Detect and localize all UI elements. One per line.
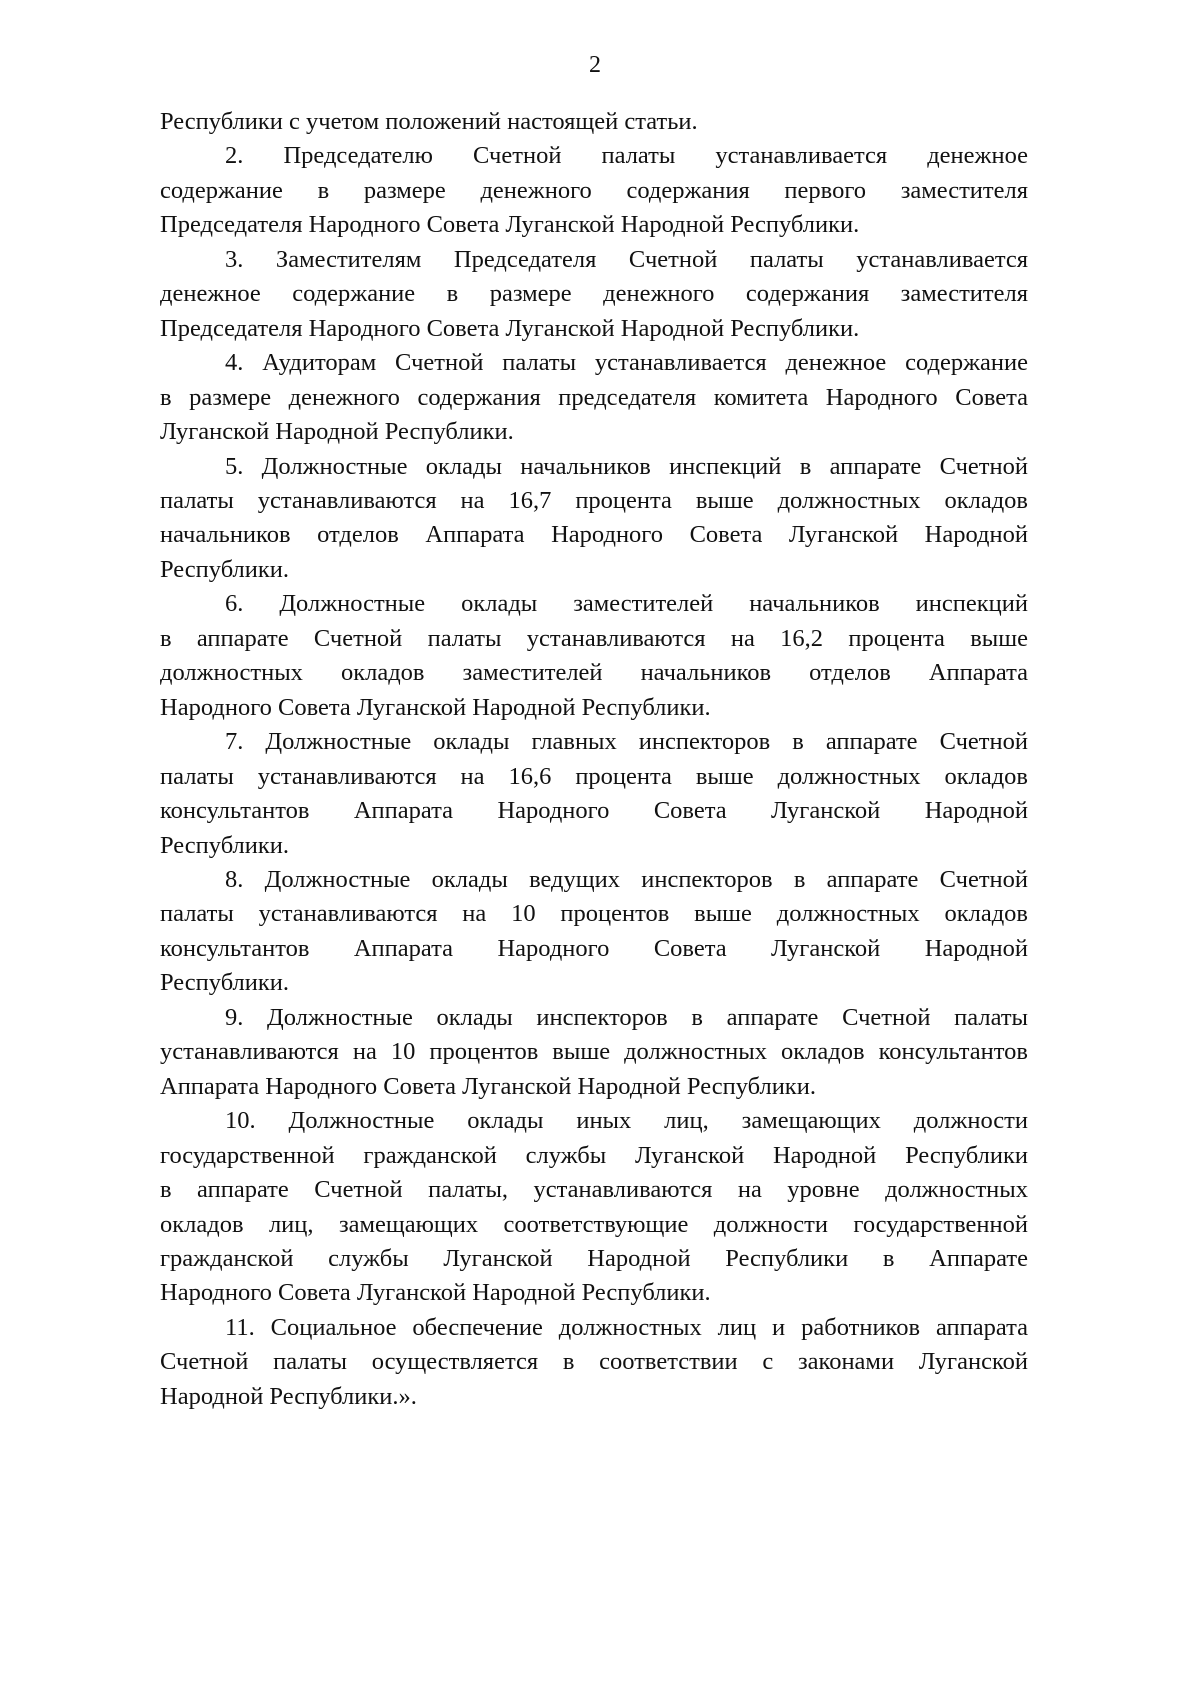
- paragraph: [160, 243, 1028, 346]
- text-line: Республики.: [160, 555, 290, 583]
- text-line: Председателя Народного Совета Луганской Народной Республики.: [160, 211, 860, 239]
- text-line: 7. Должностные оклады главных инспекторов в аппарате Счетной: [225, 728, 1028, 756]
- text-line: в аппарате Счетной палаты устанавливаются на 16,2 процента выше: [160, 624, 1028, 652]
- text-line: окладов лиц, замещающих соответствующие должности государственной: [160, 1210, 1028, 1238]
- text-line: Республики.: [160, 969, 290, 997]
- paragraph: [160, 105, 1028, 139]
- text-line: 11. Социальное обеспечение должностных лиц и работников аппарата: [225, 1313, 1028, 1341]
- text-line: палаты устанавливаются на 16,6 процента выше должностных окладов: [160, 762, 1028, 790]
- text-line: Народной Республики.».: [160, 1382, 417, 1410]
- text-line: Счетной палаты осуществляется в соответствии с законами Луганской: [160, 1348, 1028, 1376]
- text-line: начальников отделов Аппарата Народного Совета Луганской Народной: [160, 521, 1028, 549]
- text-line: денежное содержание в размере денежного содержания заместителя: [160, 280, 1028, 308]
- text-line: Народного Совета Луганской Народной Республики.: [160, 1279, 711, 1307]
- text-line: гражданской службы Луганской Народной Республики в Аппарате: [160, 1244, 1028, 1272]
- page-number: 2: [589, 52, 601, 78]
- text-line: в аппарате Счетной палаты, устанавливаются на уровне должностных: [160, 1176, 1028, 1204]
- document-body: [160, 105, 1028, 1414]
- text-line: Республики.: [160, 831, 290, 859]
- text-line: 9. Должностные оклады инспекторов в аппарате Счетной палаты: [225, 1003, 1028, 1031]
- paragraph: [160, 139, 1028, 242]
- paragraph: [160, 450, 1028, 588]
- text-line: должностных окладов заместителей начальников отделов Аппарата: [160, 659, 1028, 687]
- text-line: консультантов Аппарата Народного Совета Луганской Народной: [160, 797, 1028, 825]
- text-line: 4. Аудиторам Счетной палаты устанавливается денежное содержание: [225, 349, 1028, 377]
- text-line: 5. Должностные оклады начальников инспекций в аппарате Счетной: [225, 452, 1028, 480]
- text-line: палаты устанавливаются на 16,7 процента выше должностных окладов: [160, 486, 1028, 514]
- text-line: Народного Совета Луганской Народной Республики.: [160, 693, 711, 721]
- text-line: Республики с учетом положений настоящей статьи.: [160, 108, 698, 135]
- text-line: 3. Заместителям Председателя Счетной палаты устанавливается: [225, 245, 1028, 273]
- paragraph: [160, 1104, 1028, 1311]
- text-line: 10. Должностные оклады иных лиц, замещающих должности: [225, 1107, 1028, 1135]
- paragraph: [160, 1001, 1028, 1104]
- paragraph: [160, 346, 1028, 449]
- paragraph: [160, 863, 1028, 1001]
- text-line: 8. Должностные оклады ведущих инспекторов в аппарате Счетной: [225, 865, 1028, 893]
- paragraph: [160, 1311, 1028, 1414]
- text-line: Председателя Народного Совета Луганской Народной Республики.: [160, 314, 860, 342]
- text-line: в размере денежного содержания председателя комитета Народного Совета: [160, 383, 1028, 411]
- text-line: 2. Председателю Счетной палаты устанавливается денежное: [225, 142, 1028, 170]
- paragraph: [160, 725, 1028, 863]
- text-line: содержание в размере денежного содержания первого заместителя: [160, 176, 1028, 204]
- text-line: Аппарата Народного Совета Луганской Народной Республики.: [160, 1072, 816, 1100]
- text-line: палаты устанавливаются на 10 процентов выше должностных окладов: [160, 900, 1028, 928]
- paragraph: [160, 587, 1028, 725]
- text-line: государственной гражданской службы Луганской Народной Республики: [160, 1141, 1028, 1169]
- text-line: консультантов Аппарата Народного Совета Луганской Народной: [160, 934, 1028, 962]
- text-line: Луганской Народной Республики.: [160, 418, 514, 446]
- text-line: устанавливаются на 10 процентов выше должностных окладов консультантов: [160, 1038, 1028, 1066]
- text-line: 6. Должностные оклады заместителей начальников инспекций: [225, 590, 1028, 618]
